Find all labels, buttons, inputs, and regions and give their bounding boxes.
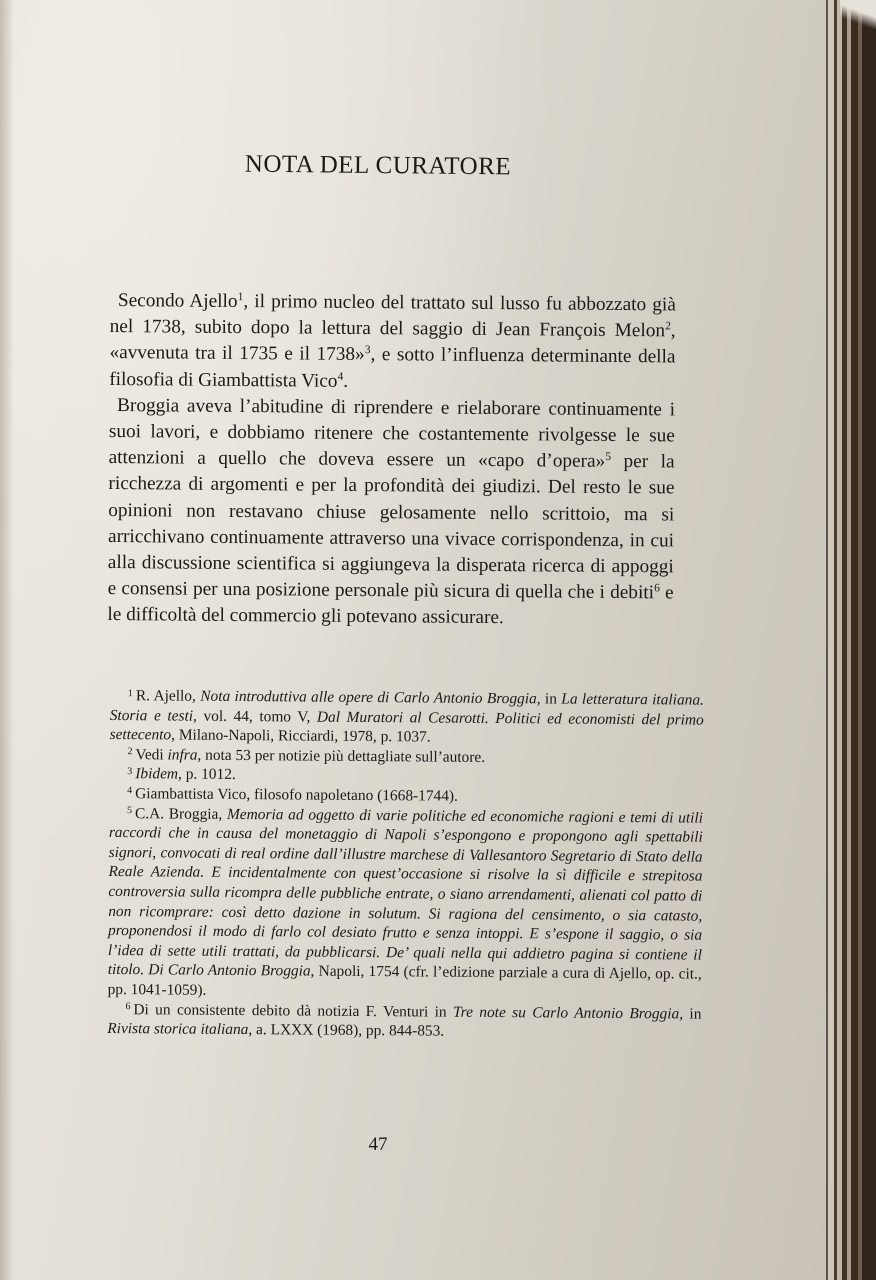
- footnote-number: 3: [127, 766, 133, 778]
- page-number: 47: [368, 1134, 388, 1155]
- text-run: , Napoli, 1754 (cfr. l’edizione parziale a cura di Ajello, op. cit., pp. 1041-1059).: [107, 962, 702, 999]
- text-run: R. Ajello,: [135, 687, 201, 705]
- text-run: , e sotto l’influenza determinante della filosofia di Giambattista Vico: [109, 344, 676, 392]
- text-run: , a. LXXX (1968), pp. 844-853.: [248, 1021, 445, 1040]
- footnote-reference[interactable]: 5: [605, 450, 612, 464]
- text-run: per la ricchezza di argomenti e per la profondità dei giudizi. Del resto le sue opinioni non restavano chiuse gelosamente nello scrittoio, ma si arricchivano continuamente attraverso una vivace corrispondenza, in cui alla discussione scientifica si aggiungeva la disperata ricerca di appoggi e consensi per una posizione personale più sicura di quella che i debiti: [107, 451, 675, 604]
- text-run: C.A. Broggia,: [134, 804, 228, 823]
- italic-text: Memoria ad oggetto di varie politiche ed economiche ragioni e temi di utili raccordi che in causa del monetaggio di Napoli s’espongono e propongono agli spettabili signori, convocati di real ordine dall’illustre marchese di Vallesantoro Segretario di Stato della Reale Azienda. E incidentalmente con quest’occasione si risolve la sì difficile e strepitosa controversia sulla ricompra delle pubbliche entrate, o siano arrendamenti, alienati col patto di non ricomprare: così detto dazione in solutum. Si ragiona del censimento, o sia catasto, proponendosi il modo di farlo col desiato frutto e senza intoppi. E s’espone il saggio, o sia l’idea di sette utili trattati, da pubblicarsi. De’ quali nella qui addietro pagina si contiene il titolo. Di Carlo Antonio Broggia: [107, 805, 704, 980]
- text-run: , «avvenuta tra il 1735 e il 1738»: [109, 320, 676, 366]
- text-run: Broggia aveva l’abitudine di riprendere e rielaborare continuamente i suoi lavori, e dobbiamo ritenere che costantemente rivolgesse le sue attenzioni a quello che doveva essere un «capo d’opera»: [108, 394, 676, 473]
- page-stack-edges: [828, 0, 876, 1280]
- text-run: , Milano-Napoli, Ricciardi, 1978, p. 1037.: [171, 726, 431, 746]
- text-run: , p. 1012.: [177, 765, 236, 784]
- footnote-reference[interactable]: 4: [337, 369, 344, 383]
- footnote-reference[interactable]: 3: [364, 343, 371, 357]
- footnote: [110, 686, 704, 749]
- footnote-number: 5: [126, 805, 133, 817]
- italic-text: infra: [167, 746, 198, 764]
- italic-text: Tre note su Carlo Antonio Broggia,: [452, 1003, 684, 1023]
- footnote: [107, 999, 701, 1043]
- footnote-number: 4: [127, 785, 133, 797]
- text-run: , in: [536, 690, 562, 708]
- body-paragraph: [107, 393, 675, 633]
- italic-text: Rivista storica italiana: [107, 1020, 249, 1039]
- text-run: Secondo Ajello: [117, 290, 238, 313]
- italic-text: Ibidem: [135, 765, 179, 783]
- footnotes: [107, 686, 704, 1043]
- page-title: NOTA DEL CURATORE: [244, 150, 512, 181]
- text-run: in: [683, 1005, 702, 1023]
- footnote-reference[interactable]: 1: [237, 290, 244, 304]
- footnote-number: 2: [127, 746, 133, 758]
- footnote-reference[interactable]: 6: [654, 581, 660, 595]
- text-run: , nota 53 per notizie più dettagliate sull’autore.: [197, 746, 486, 766]
- footnote: [108, 804, 704, 1005]
- body-paragraph: [109, 288, 676, 397]
- text-run: Vedi: [135, 745, 168, 764]
- footnote-number: 1: [127, 687, 133, 699]
- body-text: [107, 288, 676, 633]
- text-run: , vol. 44, tomo V,: [192, 707, 317, 726]
- italic-text: Nota introduttiva alle opere di Carlo Antonio Broggia: [200, 687, 537, 708]
- footnote-number: 6: [125, 1001, 131, 1013]
- text-run: .: [343, 370, 349, 392]
- italic-text: Dal Muratori al Cesarotti. Politici ed economisti del primo settecento: [109, 708, 704, 744]
- text-run: Di un consistente debito dà notizia F. Venturi in: [133, 1000, 454, 1021]
- background-corner: [840, 0, 876, 30]
- text-run: Giambattista Vico, filosofo napoletano (1668-1744).: [135, 785, 459, 805]
- text-run: , il primo nucleo del trattato sul lusso fu abbozzato già nel 1738, subito dopo la lettura del saggio di Jean François Melon: [109, 291, 676, 342]
- footnote-reference[interactable]: 2: [665, 319, 671, 333]
- italic-text: La letteratura italiana. Storia e testi: [109, 690, 704, 725]
- text-run: e le difficoltà del commercio gli potevano assicurare.: [107, 582, 674, 629]
